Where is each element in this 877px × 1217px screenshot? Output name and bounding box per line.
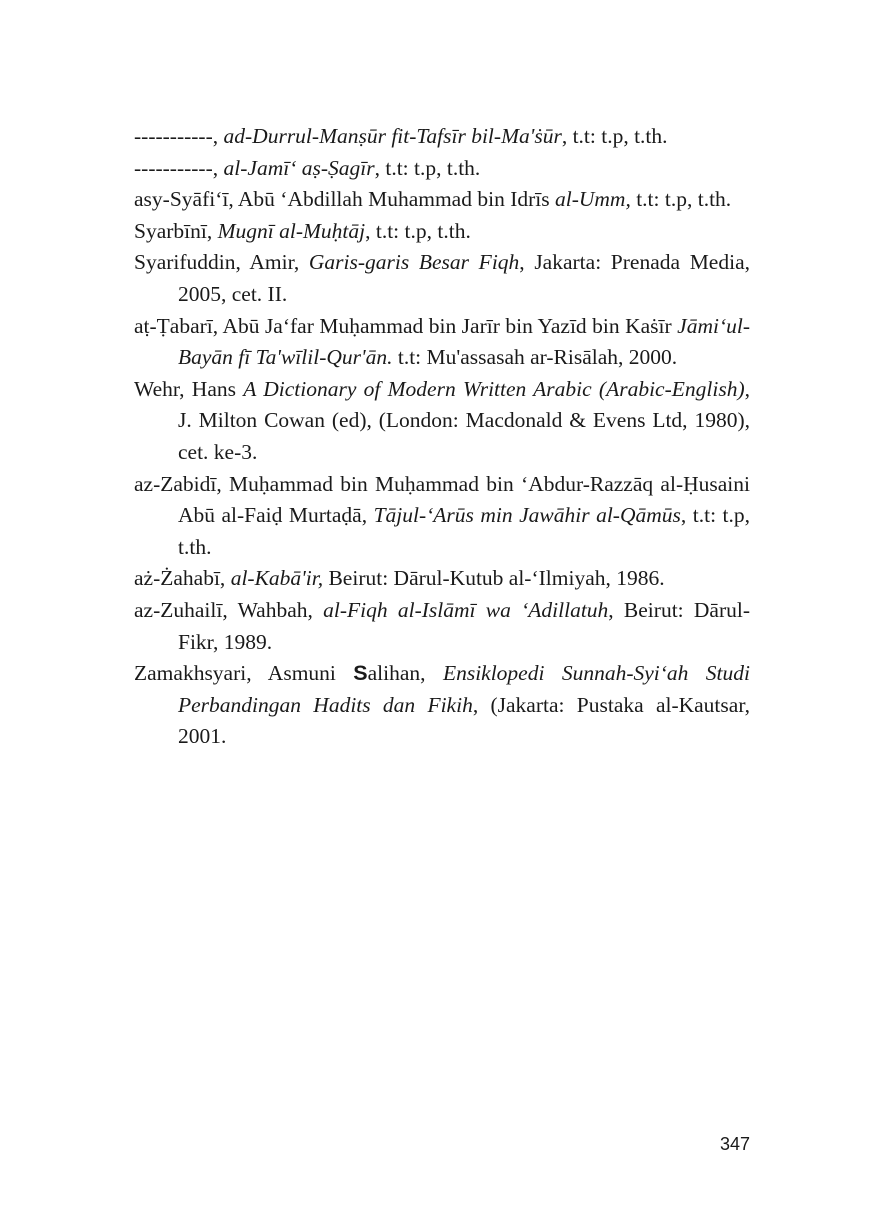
bibliography-entry <box>134 153 750 185</box>
bibliography-entry <box>134 469 750 564</box>
entry-author: Wehr, Hans <box>134 376 244 401</box>
page-number: 347 <box>719 1134 750 1154</box>
entry-title: Garis-garis Besar Fiqh <box>308 250 520 275</box>
entry-author: aṭ-Ṭabarī, Abū Ja‘far Muḥammad bin Jarīr bin Yazīd bin Kaṡīr <box>134 313 678 338</box>
entry-publication: t.t: Mu'assasah ar-Risālah, 2000. <box>392 345 678 370</box>
entry-author: az-Zabidī, Muḥammad bin Muḥammad bin ‘Abdur-Razzāq al-Ḥusaini Abū al-Faiḍ Murtaḍā, <box>134 471 750 528</box>
entry-author: Zamakhsyari, Asmuni <box>134 661 354 686</box>
entry-publication: , J. Milton Cowan (ed), (London: Macdonald & Evens Ltd, 1980), cet. ke-3. <box>178 376 750 464</box>
entry-author: Syarbīnī, <box>134 218 218 243</box>
entry-publication: , t.t: t.p, t.th. <box>365 218 471 243</box>
entry-title: ad-Durrul-Manṣūr fit-Tafsīr bil-Ma'ṡūr <box>223 124 562 148</box>
bibliography-list <box>134 121 750 753</box>
entry-publication: , t.t: t.p, t.th. <box>178 503 750 559</box>
bibliography-entry <box>134 216 750 248</box>
entry-title: A Dictionary of Modern Written Arabic (Arabic-English) <box>243 376 745 401</box>
entry-author: asy-Syāfi‘ī, Abū ‘Abdillah Muhammad bin Idrīs <box>134 187 555 212</box>
entry-author-rest: alihan, <box>367 661 443 686</box>
bibliography-entry <box>134 184 750 216</box>
entry-title: al-Umm, <box>554 187 631 212</box>
entry-author: -----------, <box>134 124 224 148</box>
entry-publication: Beirut: Dārul-Kutub al-‘Ilmiyah, 1986. <box>323 566 665 591</box>
entry-title: Mugnī al-Muḥtāj <box>217 218 366 243</box>
entry-title: Ensiklopedi Sunnah-Syi‘ah Studi Perbandingan Hadits dan Fikih <box>178 661 750 717</box>
entry-author: -----------, <box>134 155 224 180</box>
bibliography-entry <box>134 595 750 658</box>
entry-author-initial: S <box>353 661 368 686</box>
entry-author: az-Zuhailī, Wahbah, <box>134 597 324 622</box>
bibliography-entry <box>134 247 750 310</box>
entry-publication: , (Jakarta: Pustaka al-Kautsar, 2001. <box>178 692 750 749</box>
bibliography-entry <box>134 563 750 595</box>
entry-author: Syarifuddin, Amir, <box>134 250 309 275</box>
bibliography-entry <box>134 311 750 374</box>
entry-publication: t.t: t.p, t.th. <box>630 187 732 212</box>
entry-publication: , Jakarta: Prenada Media, 2005, cet. II. <box>178 250 750 306</box>
bibliography-entry <box>134 121 750 153</box>
entry-publication: , t.t: t.p, t.th. <box>561 124 668 148</box>
bibliography-entry <box>134 374 750 469</box>
entry-title: al-Jamī‘ aṣ-Ṣagīr <box>223 155 375 180</box>
entry-author: aż-Żahabī, <box>134 566 231 591</box>
bibliography-entry <box>134 658 750 753</box>
entry-title: Jāmi‘ul-Bayān fī Ta'wīlil-Qur'ān. <box>178 313 750 370</box>
entry-publication: , t.t: t.p, t.th. <box>374 155 481 180</box>
entry-title: al-Fiqh al-Islāmī wa ‘Adillatuh <box>323 597 609 622</box>
entry-publication: , Beirut: Dārul-Fikr, 1989. <box>178 597 751 654</box>
entry-title: al-Kabā'ir, <box>230 566 324 591</box>
entry-title: Tājul-‘Arūs min Jawāhir al-Qāmūs <box>373 503 681 528</box>
